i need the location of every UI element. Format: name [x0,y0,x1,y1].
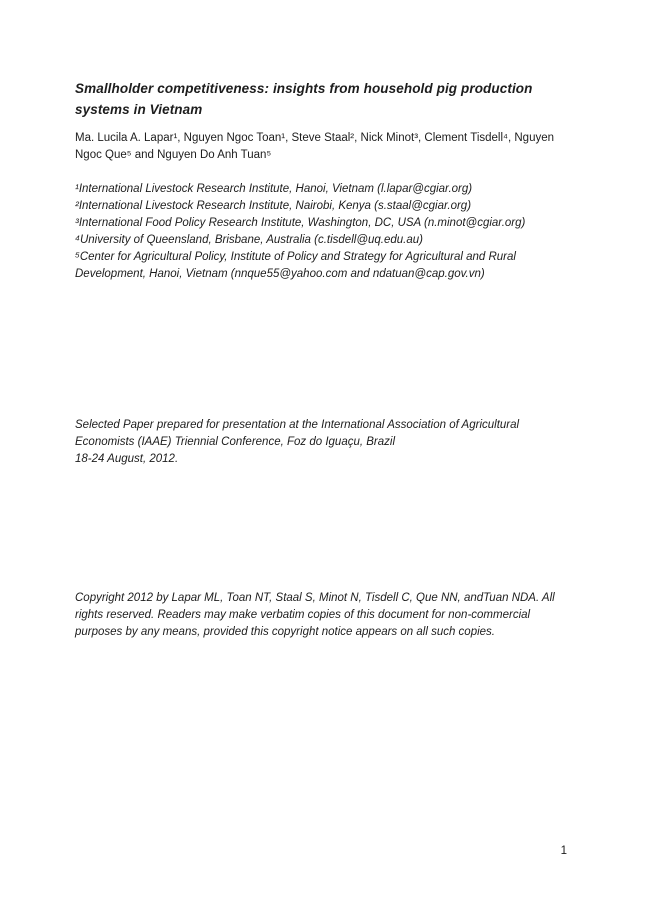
authors-line: Ma. Lucila A. Lapar¹, Nguyen Ngoc Toan¹, Steve Staal², Nick Minot³, Clement Tisdell⁴, Nguyen Ngoc Que⁵ and Nguyen Do Anh Tuan⁵ [75,132,555,161]
affiliation-item: ¹International Livestock Research Institute, Hanoi, Vietnam (l.lapar@cgiar.org) [75,183,473,195]
page-number: 1 [560,845,567,857]
copyright-notice: Copyright 2012 by Lapar ML, Toan NT, Staal S, Minot N, Tisdell C, Que NN, andTuan NDA. All rights reserved. Readers may make verbatim copies of this document for non-commercial purposes by any means, provided this copyright notice appears on all such copies. [75,592,555,638]
affiliation-item: ³International Food Policy Research Institute, Washington, DC, USA (n.minot@cgiar.org) [75,217,526,229]
presentation-date: 18-24 August, 2012. [75,453,179,465]
presentation-note-text: Selected Paper prepared for presentation at the International Association of Agricultural Economists (IAAE) Triennial Conference, Foz do Iguaçu, Brazil [75,419,520,448]
affiliation-item: ²International Livestock Research Institute, Nairobi, Kenya (s.staal@cgiar.org) [75,200,472,212]
paper-title: Smallholder competitiveness: insights from household pig production systems in Vietnam [75,81,533,117]
affiliation-item: ⁴University of Queensland, Brisbane, Australia (c.tisdell@uq.edu.au) [75,234,423,246]
affiliation-item: ⁵Center for Agricultural Policy, Institute of Policy and Strategy for Agricultural and Rural Development, Hanoi, Vietnam (nnque55@yahoo.com and ndatuan@cap.gov.vn) [75,251,516,280]
affiliations-block [75,181,570,283]
presentation-note-block [75,417,570,468]
